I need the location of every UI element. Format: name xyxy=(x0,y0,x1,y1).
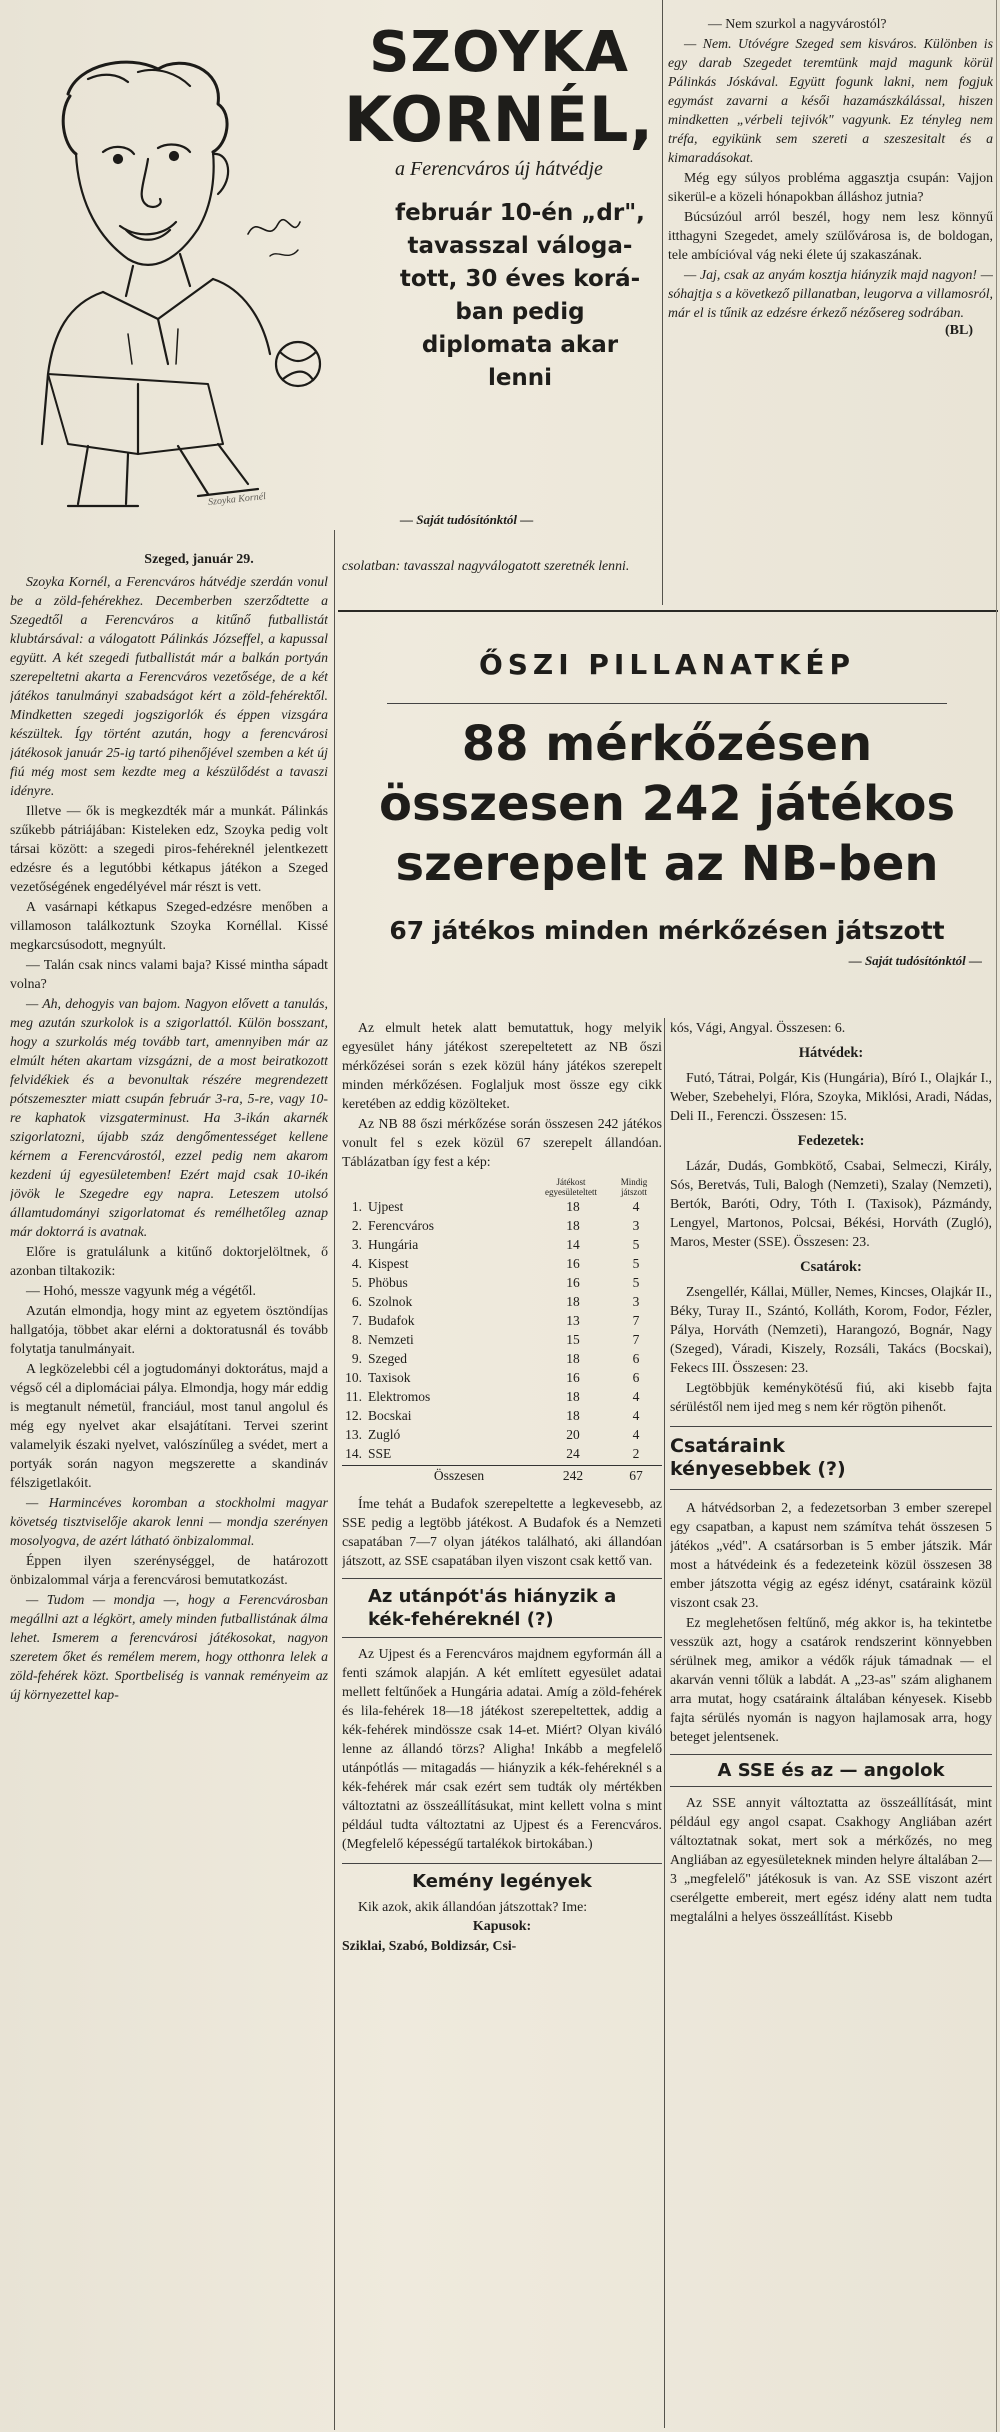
article2-headline-line: 88 mérkőzésen xyxy=(461,716,873,772)
rule xyxy=(670,1754,992,1755)
paragraph: Futó, Tátrai, Polgár, Kis (Hungária), Bíró I., Olajkár I., Weber, Szebehelyi, Flóra, Szoyka, Miklósi, Aradi, Nádas, Deli II., Ferenczi. Összesen: 15. xyxy=(670,1070,992,1123)
always-cell: 6 xyxy=(632,1370,640,1385)
deck-line: február 10-én „dr", xyxy=(395,200,645,226)
players-cell: 18 xyxy=(566,1294,580,1309)
paragraph: A legközelebbi cél a jogtudományi doktorátus, majd a végső cél a diplomáciai pálya. Elmondja, hogy már eddig is megtanult németül, franciául, most tanul angolul és még egy nyelvet akar elsajátítani. Tervei szerint valamelyik északi nyelvet, valószínűleg a svédet, mert a portyák során nagyon megszerette a skandináv félszigetlakóit. xyxy=(10,1361,328,1490)
paragraph: — Hohó, messze vagyunk még a végétől. xyxy=(26,1283,256,1298)
always-cell: 6 xyxy=(632,1351,640,1366)
paragraph: — Talán csak nincs valami baja? Kissé mintha sápadt volna? xyxy=(10,957,328,991)
players-cell: 18 xyxy=(566,1389,580,1404)
section-title: A SSE és az — angolok xyxy=(717,1760,945,1781)
club-cell: Ferencváros xyxy=(368,1218,434,1233)
table xyxy=(342,1197,662,1463)
table-total-row xyxy=(342,1468,662,1484)
rank-cell: 10. xyxy=(345,1370,362,1385)
paragraph: Búcsúzóul arról beszél, hogy nem lesz könnyű itthagyni Szegedet, amely szülővárosa is, de boldogan, tele ambícióval vág neki élete új szakaszának. xyxy=(668,209,993,262)
caricature-drawing xyxy=(8,34,338,534)
paragraph: Az elmult hetek alatt bemutattuk, hogy melyik egyesület hány játékost szerepeltetett az NB őszi mérkőzései során s ezek közül hány játékos szerepelt minden mérkőzésen. Foglaljuk most össze egy cikk keretében az eddig közölteket. xyxy=(342,1020,662,1111)
table-row xyxy=(342,1216,662,1235)
rank-cell: 1. xyxy=(351,1199,362,1214)
paragraph: Illetve — ők is megkezdték már a munkát. Pálinkás szűkebb pátriájában: Kisteleken edz, Szoyka pedig volt társai között: a szegedi piros-fehéreknél jelentkezett edzésre és a legutóbbi kétkapus játékon a Szeged vezetőségének engedélyével már részt is vett. xyxy=(10,803,328,894)
club-cell: Budafok xyxy=(368,1313,415,1328)
table-row xyxy=(342,1444,662,1463)
rule xyxy=(670,1426,992,1427)
paragraph: Az NB 88 őszi mérkőzése során összesen 242 játékos vonult fel s ezek közül 67 szerepelt állandóan. Táblázatban így fest a kép: xyxy=(342,1116,662,1169)
table-header-players: Játékost egyesületeltett xyxy=(545,1177,597,1197)
deck-line: tavasszal váloga- xyxy=(407,233,633,259)
dateline: Szeged, január 29. xyxy=(144,552,254,567)
always-cell: 4 xyxy=(632,1199,640,1214)
subhead: Fedezetek: xyxy=(797,1133,865,1149)
club-cell: Szeged xyxy=(368,1351,407,1366)
club-cell: SSE xyxy=(368,1446,392,1461)
column-rule xyxy=(662,0,663,605)
players-cell: 16 xyxy=(566,1256,580,1271)
article2-header xyxy=(342,618,992,1023)
deck-line: diplomata akar xyxy=(421,332,619,358)
paragraph: A hátvédsorban 2, a fedezetsorban 3 ember szerepel egy csapatban, a kapust nem számítva tehát összesen 5 játékos „véd". A csatársorban is 5 ember játszik. Már most a hátvédeink és a fedezeteink közül összesen 38 ember játszotta végig az egész idényt, csatáraink közül viszont csak 23. xyxy=(670,1500,992,1610)
table-header-always: Mindig játszott xyxy=(620,1177,648,1197)
rank-cell: 7. xyxy=(351,1313,362,1328)
total-label: Összesen xyxy=(433,1468,485,1483)
paragraph: kós, Vági, Angyal. Összesen: 6. xyxy=(670,1020,846,1035)
standings-table xyxy=(342,1177,662,1484)
players-cell: 16 xyxy=(566,1275,580,1290)
headline-line1: SZOYKA xyxy=(369,22,629,85)
paragraph: csolatban: tavasszal nagyválogatott szeretnék lenni. xyxy=(342,558,630,573)
headline-kicker: a Ferencváros új hátvédje xyxy=(395,158,603,180)
club-cell: Szolnok xyxy=(368,1294,413,1309)
always-cell: 5 xyxy=(632,1256,640,1271)
always-cell: 2 xyxy=(632,1446,640,1461)
rank-cell: 6. xyxy=(351,1294,362,1309)
paragraph: Lázár, Dudás, Gombkötő, Csabai, Selmeczi, Király, Sós, Beretvás, Tuli, Balogh (Nemzeti), Szalay (Nemzeti), Bertók, Baróti, Odry, Tóth I. (Taxisok), Pázmándy, Lengyel, Martonos, Polcsai, Békési, Horváth (Zugló), Maros, Mester (SSE). Összesen: 23. xyxy=(670,1158,992,1249)
paragraph: Legtöbbjük keménykötésű fiú, aki kisebb fajta sérüléstől nem ijed meg s nem kér rögtön pihenőt. xyxy=(670,1380,992,1414)
players-cell: 24 xyxy=(566,1446,580,1461)
page-edge xyxy=(996,0,997,2432)
paragraph: Előre is gratulálunk a kitűnő doktorjelöltnek, ő azonban tiltakozik: xyxy=(10,1244,328,1278)
article1-byline: — Saját tudósítónktól — xyxy=(400,512,534,527)
always-cell: 5 xyxy=(632,1237,640,1252)
table-row xyxy=(342,1368,662,1387)
players-cell: 18 xyxy=(566,1351,580,1366)
table-row xyxy=(342,1273,662,1292)
total-players: 242 xyxy=(562,1468,584,1483)
players-cell: 13 xyxy=(566,1313,580,1328)
players-cell: 18 xyxy=(566,1218,580,1233)
paragraph: Még egy súlyos probléma aggasztja csupán: Vajjon sikerül-e a közeli hónapokban álláshoz jutnia? xyxy=(668,170,993,204)
section-title: Csatáraink kényesebbek (?) xyxy=(670,1435,846,1480)
club-cell: Phöbus xyxy=(368,1275,408,1290)
rank-cell: 11. xyxy=(345,1389,362,1404)
table-row xyxy=(342,1311,662,1330)
table-header xyxy=(342,1177,662,1197)
table-row xyxy=(342,1330,662,1349)
paragraph: — Harmincéves koromban a stockholmi magyar követség tisztviselője akarok lenni — mondja szerényen mosolyogva, de azért látható önbizalommal. xyxy=(10,1495,328,1548)
always-cell: 3 xyxy=(632,1218,640,1233)
caricature-caption: Szoyka Kornél xyxy=(207,490,267,509)
club-cell: Nemzeti xyxy=(368,1332,414,1347)
players-cell: 20 xyxy=(566,1427,580,1442)
rank-cell: 4. xyxy=(351,1256,362,1271)
paragraph: Éppen ilyen szerénységgel, de határozott önbizalommal várja a ferencvárosi bemutatkozást. xyxy=(10,1553,328,1587)
paragraph: Íme tehát a Budafok szerepeltette a legkevesebb, az SSE pedig a legtöbb játékost. A Budafok és a Nemzeti csapatában 7—7 olyan játékos található, aki állandóan játszott, az SSE csapatában ilyen viszont csak kettő van. xyxy=(342,1496,662,1568)
headline-line2: KORNÉL, xyxy=(343,83,654,156)
paragraph: Azután elmondja, hogy mint az egyetem ösztöndíjas hallgatója, többet akar elérni a doktoratusnál és tovább folytatja tanulmányait. xyxy=(10,1303,328,1356)
players-cell: 15 xyxy=(566,1332,580,1347)
column-rule xyxy=(664,1018,665,2428)
table-total-rule xyxy=(342,1465,662,1466)
table-row xyxy=(342,1425,662,1444)
rank-cell: 5. xyxy=(351,1275,362,1290)
article1-col2-continuation xyxy=(342,556,660,604)
paragraph: Szoyka Kornél, a Ferencváros hátvédje szerdán vonul be a zöld-fehérekhez. Decemberben szerződtette a Szegedtől a Ferencváros a kitűnő futballistát klubtársával: a válogatott Pálinkás Józseffel, a kapussal együtt. A két szegedi futballistát már a balkán portyán szerepeltetni akarta a Ferencváros vezetősége, de a két játékos tanulmányi szabadságot kért a zöld-fehérektől. Mindketten szegedi jogszigorlók és éppen vizsgára készültek. Így történt azután, hogy a ferencvárosi játékosok január 25-ig tartó pihenőjével szemben a két új fiú még most sem kezdte meg a készülődést a tavaszi idényre. xyxy=(10,574,328,798)
section-divider xyxy=(338,610,998,612)
paragraph: Az SSE annyit változtatta az összeállítását, mint például egy angol csapat. Csakhogy Angliában azért változtatnak sokat, mert sok a mérkőzés, no meg Angliában az egyesületeknek minden helyre általában 2—3 „megfelelő" játékosuk is van. Az SSE viszont azért cserélgette embereit, mert egész idény alatt nem tudta megtalálni a helyes összeállítást. Kisebb xyxy=(670,1795,992,1924)
table-row xyxy=(342,1387,662,1406)
table-row xyxy=(342,1197,662,1216)
paragraph: Az Ujpest és a Ferencváros majdnem egyformán áll a fenti számok alapján. A két említett egyesület adatai mellett feltűnőek a Hungária adatai. Amíg a zöld-fehérek és lila-fehérek 18—18 játékost szerepeltettek, addig a kék-fehérek mindössze csak 14-et. Miért? Olyan kiváló lenne az állandó törzs? Aligha! Inkább a megfelelő utánpótlás — mitagadás — hiányzik a kék-fehéreknél s a kék-fehérek már csak ezért sem tudták oly mértékben változtatni az összeállításukat, mint kellett volna s mint például tudta változtatni az Ujpest és a Ferencváros. (Megfelelő képességű tartalékok birtokában.) xyxy=(342,1646,662,1851)
subhead: Hátvédek: xyxy=(798,1045,864,1061)
rule xyxy=(670,1786,992,1787)
rank-cell: 13. xyxy=(345,1427,362,1442)
players-cell: 14 xyxy=(566,1237,580,1252)
paragraph: Zsengellér, Kállai, Müller, Nemes, Kincses, Olajkár II., Béky, Turay II., Szántó, Kolláth, Korom, Fodor, Fézler, Pálya, Horváth (Nemzeti), Harangozó, Bognár, Nagy (Szeged), Váradi, Kiszely, Rozsáli, Takács (Bocskai), Fekecs III. Összesen: 23. xyxy=(670,1284,992,1375)
section-title: Az utánpót'ás hiányzik a kék-fehéreknél (?) xyxy=(368,1586,617,1630)
keepers-heading: Kapusok: xyxy=(472,1919,532,1934)
rule xyxy=(670,1489,992,1490)
rank-cell: 9. xyxy=(351,1351,362,1366)
kicker-rule xyxy=(387,703,947,704)
table-row xyxy=(342,1292,662,1311)
article2-headline-line: összesen 242 játékos xyxy=(378,776,956,832)
players-cell: 16 xyxy=(566,1370,580,1385)
subhead: Csatárok: xyxy=(800,1259,862,1275)
rank-cell: 12. xyxy=(345,1408,362,1423)
always-cell: 4 xyxy=(632,1408,640,1423)
headline-deck xyxy=(340,197,658,395)
article2-subhead: 67 játékos minden mérkőzésen játszott xyxy=(389,916,945,945)
paragraph: Ez meglehetősen feltűnő, még akkor is, ha tekintetbe vesszük azt, hogy a csatárok rendszerint könnyebben sérülnek meg, amikor a védők rájuk támadnak — el akarván venni tőlük a labdát. A „23-as" szám alighanem arra mutat, hogy csatáraink általában kényesek. Kisebb fajta sérülés nyomán is nagyon hajlamosak arra, hogy beteget jelentsenek. xyxy=(670,1615,992,1744)
column-rule xyxy=(334,530,335,2430)
players-cell: 18 xyxy=(566,1408,580,1423)
rank-cell: 3. xyxy=(351,1237,362,1252)
club-cell: Ujpest xyxy=(368,1199,404,1214)
deck-line: tott, 30 éves korá- xyxy=(399,266,641,292)
always-cell: 7 xyxy=(632,1313,640,1328)
rule xyxy=(342,1578,662,1579)
paragraph: — Nem szurkol a nagyvárostól? xyxy=(708,16,887,31)
rule xyxy=(342,1637,662,1638)
always-cell: 5 xyxy=(632,1275,640,1290)
paragraph: A vasárnapi kétkapus Szeged-edzésre menőben a villamoson találkoztunk Szoyka Kornéllal. Kissé megkarcsúsodott, megnyúlt. xyxy=(10,899,328,952)
rank-cell: 8. xyxy=(351,1332,362,1347)
rank-cell: 2. xyxy=(351,1218,362,1233)
club-cell: Bocskai xyxy=(368,1408,412,1423)
paragraph: Kik azok, akik állandóan játszottak? Ime: xyxy=(358,1899,588,1914)
article2-kicker: ŐSZI PILLANATKÉP xyxy=(478,648,856,681)
paragraph: — Jaj, csak az anyám kosztja hiányzik majd nagyon! — sóhajtja s a következő pillanatban, leugorva a villamosról, már el is tűnik az edzésre érkező nézősereg sodrában. xyxy=(668,267,993,320)
article2-byline: — Saját tudósítónktól — xyxy=(848,953,982,968)
players-cell: 18 xyxy=(566,1199,580,1214)
paragraph: — Ah, dehogyis van bajom. Nagyon elővett a tanulás, meg azután szurkolok is a szigorlattól. Külön bosszant, hogy a szurkolás még tovább tart, amennyiben már az elmúlt héten akartam vizsgázni, de a most beiratkozott felvidékiek és a bevonultak részére megrendezett pótszemeszter miatt csupán február 3-ra, 5-re, vagy 10-re kaphatok vizsgaterminust. Ha 3-ikán akarnék szigorlatozni, újabb száz dengőmentességet kellene kérnem a Ferencvárostól, ezzel pedig nem akarom kezdeni új egyesületemben! Ezért majd csak 10-ikén jövök le Szegedre egy napra. Leteszem utolsó államtudományi szigorlatomat és remélhetőleg aznap már doktorrá is avatnak. xyxy=(10,996,328,1239)
signature: (BL) xyxy=(945,323,973,338)
deck-line: lenni xyxy=(487,365,553,391)
paragraph: Sziklai, Szabó, Boldizsár, Csi- xyxy=(342,1938,517,1953)
table-row xyxy=(342,1406,662,1425)
deck-line: ban pedig xyxy=(455,299,585,325)
article2-col-left xyxy=(342,1018,662,2428)
club-cell: Elektromos xyxy=(368,1389,431,1404)
article1-col3 xyxy=(668,14,993,614)
always-cell: 7 xyxy=(632,1332,640,1347)
article2-headline-line: szerepelt az NB-ben xyxy=(395,836,939,892)
always-cell: 4 xyxy=(632,1389,640,1404)
always-cell: 4 xyxy=(632,1427,640,1442)
club-cell: Kispest xyxy=(368,1256,409,1271)
club-cell: Zugló xyxy=(368,1427,401,1442)
club-cell: Taxisok xyxy=(368,1370,411,1385)
article2-col-right xyxy=(670,1018,992,2428)
rank-cell: 14. xyxy=(345,1446,362,1461)
paragraph: — Nem. Utóvégre Szeged sem kisváros. Különben is egy darab Szegedet teremtünk majd magunk körül Pálinkás Jóskával. Együtt fogunk lakni, nem fogjuk egymást zavarni a késői hazamászkálással, hiszen mindketten „vérbeli tejivók" vagyunk. Ez tényleg nem tréfa, egyikünk sem szereti a szeszesitalt és a kimaradásokat. xyxy=(668,36,993,165)
article1-headline xyxy=(340,22,658,542)
section-title: Kemény legények xyxy=(412,1871,592,1892)
caricature xyxy=(8,34,338,534)
total-always: 67 xyxy=(629,1468,643,1483)
always-cell: 3 xyxy=(632,1294,640,1309)
club-cell: Hungária xyxy=(368,1237,419,1252)
article1-col1 xyxy=(10,552,328,2427)
paragraph: — Tudom — mondja —, hogy a Ferencvárosban megállni azt a légkört, amely minden futballistának álma lehet. Ismerem a ferencvárosi játékosokat, nagyon szeretem őket és remélem merem, hogy otthonra lelek a zöld-fehérek közt. Sportbeliség is vannak reményeim az új környezettel kap- xyxy=(10,1592,328,1702)
table-row xyxy=(342,1349,662,1368)
table-row xyxy=(342,1235,662,1254)
rule xyxy=(342,1863,662,1864)
table-row xyxy=(342,1254,662,1273)
